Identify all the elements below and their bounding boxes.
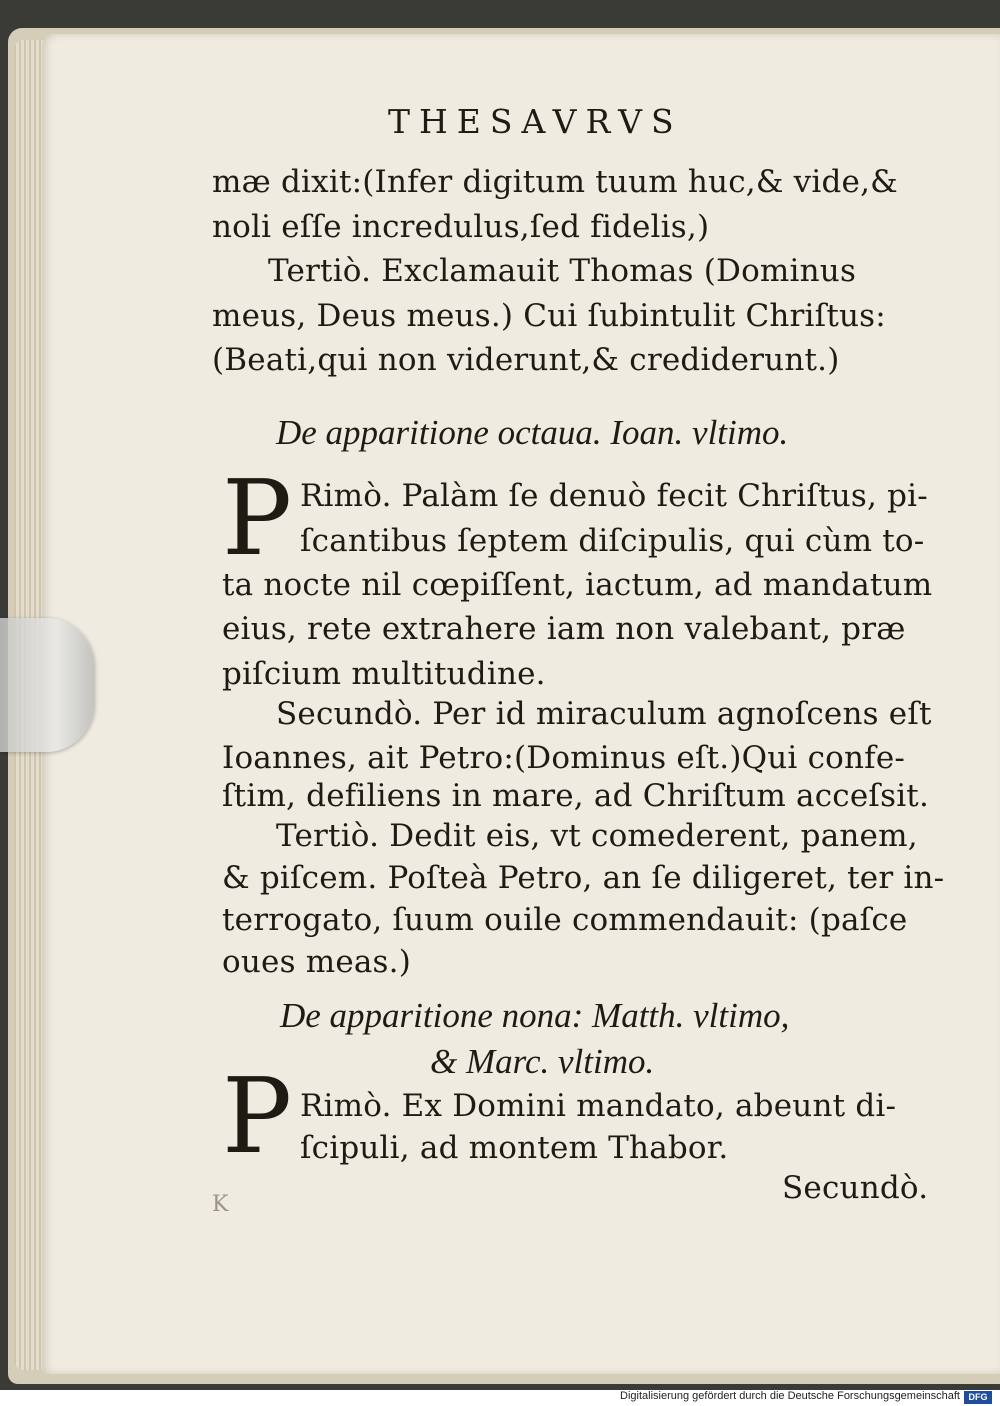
text-line: (Beati,qui non viderunt,& crediderunt.)	[212, 342, 840, 378]
text-line: piſcium multitudine.	[222, 656, 546, 692]
text-line: eius, rete extrahere iam non valebant, præ	[222, 611, 906, 647]
section-heading: De apparitione octaua. Ioan. vltimo.	[276, 413, 789, 452]
text-line: Rimò. Ex Domini mandato, abeunt di-	[300, 1088, 897, 1124]
section-heading: De apparitione nona: Matth. vltimo,	[280, 996, 790, 1035]
drop-capital: P	[222, 457, 292, 579]
text-line: oues meas.)	[222, 944, 412, 980]
text-line: Rimò. Palàm ſe denuò fecit Chriſtus, pi-	[300, 478, 928, 514]
footer-credit: Digitalisierung gefördert durch die Deutsche Forschungsgemeinschaft	[620, 1390, 960, 1402]
text-line: terrogato, ſuum ouile commendauit: (paſce	[222, 902, 908, 938]
text-line: mæ dixit:(Infer digitum tuum huc,& vide,&	[212, 164, 898, 200]
running-head: THESAVRVS	[388, 102, 683, 141]
footer-bar	[0, 1390, 1000, 1406]
dfg-logo: DFG	[964, 1391, 992, 1404]
text-line: & piſcem. Poſteà Petro, an ſe diligeret, ter in-	[222, 860, 945, 896]
text-line: ſcipuli, ad montem Thabor.	[300, 1130, 729, 1166]
text-line: Ioannes, ait Petro:(Dominus eſt.)Qui confe-	[222, 740, 906, 776]
signature-mark: K	[212, 1192, 229, 1217]
text-line: noli eſſe incredulus,ſed fidelis,)	[212, 209, 710, 245]
text-line: ta nocte nil cœpiſſent, iactum, ad mandatum	[222, 567, 933, 603]
text-line: Secundò. Per id miraculum agnoſcens eſt	[276, 696, 932, 732]
section-heading: & Marc. vltimo.	[430, 1042, 655, 1081]
page-clip	[0, 618, 94, 752]
text-line: Tertiò. Exclamauit Thomas (Dominus	[268, 253, 857, 289]
text-line: ſtim, defiliens in mare, ad Chriſtum acceſsit.	[222, 778, 930, 814]
text-line: meus, Deus meus.) Cui ſubintulit Chriſtus:	[212, 298, 886, 334]
text-line: ſcantibus ſeptem diſcipulis, qui cùm to-	[300, 523, 925, 559]
catchword: Secundò.	[782, 1170, 929, 1206]
text-line: Tertiò. Dedit eis, vt comederent, panem,	[276, 818, 918, 854]
drop-capital: P	[222, 1055, 292, 1177]
